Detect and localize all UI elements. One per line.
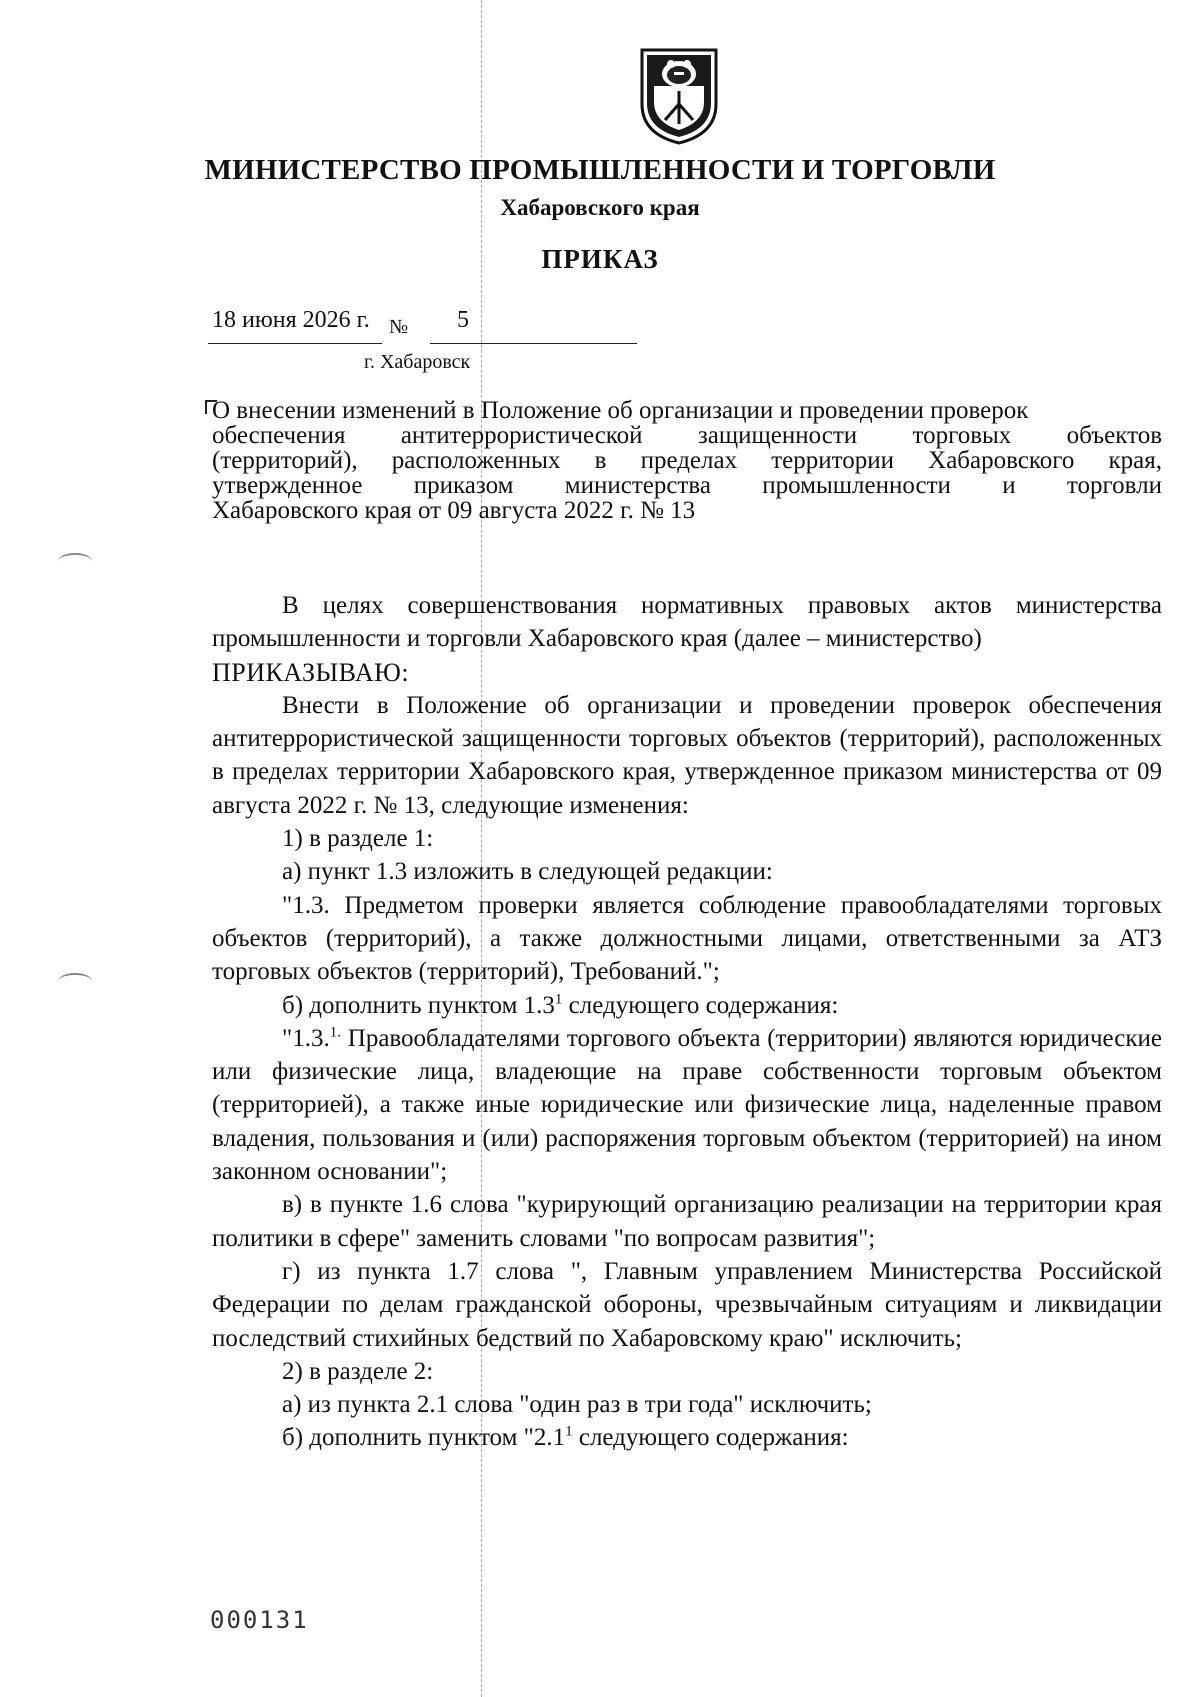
superscript: 1 — [554, 991, 563, 1008]
sub-item: в) в пункте 1.6 слова "курирующий организацию реализации на территории края политики в сфере" заменить словами "по вопросам развития"; — [212, 1191, 1162, 1252]
body-paragraph: Внести в Положение об организации и проведении проверок обеспечения антитеррористической защищенности торговых объектов (территорий), расположенных в пределах территории Хабаровского края, утвержденное приказом министерства от 09 августа 2022 г. № 13, следующие изменения: — [212, 691, 1162, 819]
region-name: Хабаровского края — [500, 195, 700, 220]
quoted-paragraph: "1.3. Предметом проверки является соблюдение правообладателями торговых объектов (территорий), а также должностными лицами, ответственными за АТЗ торговых объектов (территорий), Требований."; — [212, 891, 1162, 986]
sub-item — [212, 1421, 1162, 1454]
punch-hole-mark — [58, 973, 92, 989]
section-item: 2) в разделе 2: — [282, 1357, 434, 1385]
document-type: ПРИКАЗ — [541, 244, 659, 274]
sub-item: а) пункт 1.3 изложить в следующей редакции: — [282, 858, 773, 886]
sub-item: а) из пункта 2.1 слова "один раз в три года" исключить; — [282, 1391, 872, 1419]
text-fragment: следующего содержания: — [562, 991, 839, 1019]
sub-item: г) из пункта 1.7 слова ", Главным управлением Министерства Российской Федерации по делам гражданской обороны, чрезвычайным ситуациям и ликвидации последствий стихийных бедствий по Хабаровскому краю" исключить; — [212, 1257, 1162, 1352]
order-number: 5 — [457, 307, 469, 333]
subject-line: (территорий), расположенных в пределах территории Хабаровского края, — [212, 447, 1162, 474]
preamble-paragraph: В целях совершенствования нормативных правовых актов министерства промышленности и торговли Хабаровского края (далее – министерство) — [212, 592, 1162, 653]
subject-line: Хабаровского края от 09 августа 2022 г. № 13 — [212, 497, 696, 524]
order-body — [212, 589, 1162, 1455]
decree-word: ПРИКАЗЫВАЮ: — [212, 657, 410, 687]
subject-line: О внесении изменений в Положение об организации и проведении проверок — [212, 397, 1029, 424]
superscript: 1. — [329, 1024, 341, 1041]
order-city: г. Хабаровск — [364, 351, 471, 373]
order-date: 18 июня 2026 г. — [212, 307, 370, 333]
section-item: 1) в разделе 1: — [282, 825, 434, 853]
khabarovsk-coat-of-arms-icon — [638, 46, 720, 146]
punch-hole-mark — [58, 553, 92, 569]
text-fragment: следующего содержания: — [572, 1424, 849, 1452]
number-underline — [430, 343, 637, 344]
ministry-name: МИНИСТЕРСТВО ПРОМЫШЛЕННОСТИ И ТОРГОВЛИ — [204, 154, 996, 186]
quoted-paragraph — [212, 1022, 1162, 1188]
superscript: 1 — [565, 1424, 573, 1441]
text-fragment: "1.3. — [282, 1024, 330, 1052]
form-serial-number: 000131 — [210, 1606, 309, 1634]
order-subject — [212, 398, 1162, 523]
subject-line: утвержденное приказом министерства промышленности и торговли — [212, 472, 1162, 499]
text-fragment: б) дополнить пунктом "2.1 — [282, 1424, 566, 1452]
subject-line: обеспечения антитеррористической защищенности торговых объектов — [212, 422, 1162, 449]
number-label: № — [389, 316, 409, 338]
date-underline — [208, 343, 382, 344]
text-fragment: б) дополнить пунктом 1.3 — [282, 991, 555, 1019]
text-fragment: Правообладателями торгового объекта (территории) являются юридические или физические лица, владеющие на праве собственности торговым объектом (территорией), а также иные юридические или физические лица, наделенные правом владения, пользования и (или) распоряжения торговым объектом (территорией) на ином законном основании"; — [212, 1024, 1162, 1186]
sub-item — [212, 989, 1162, 1022]
